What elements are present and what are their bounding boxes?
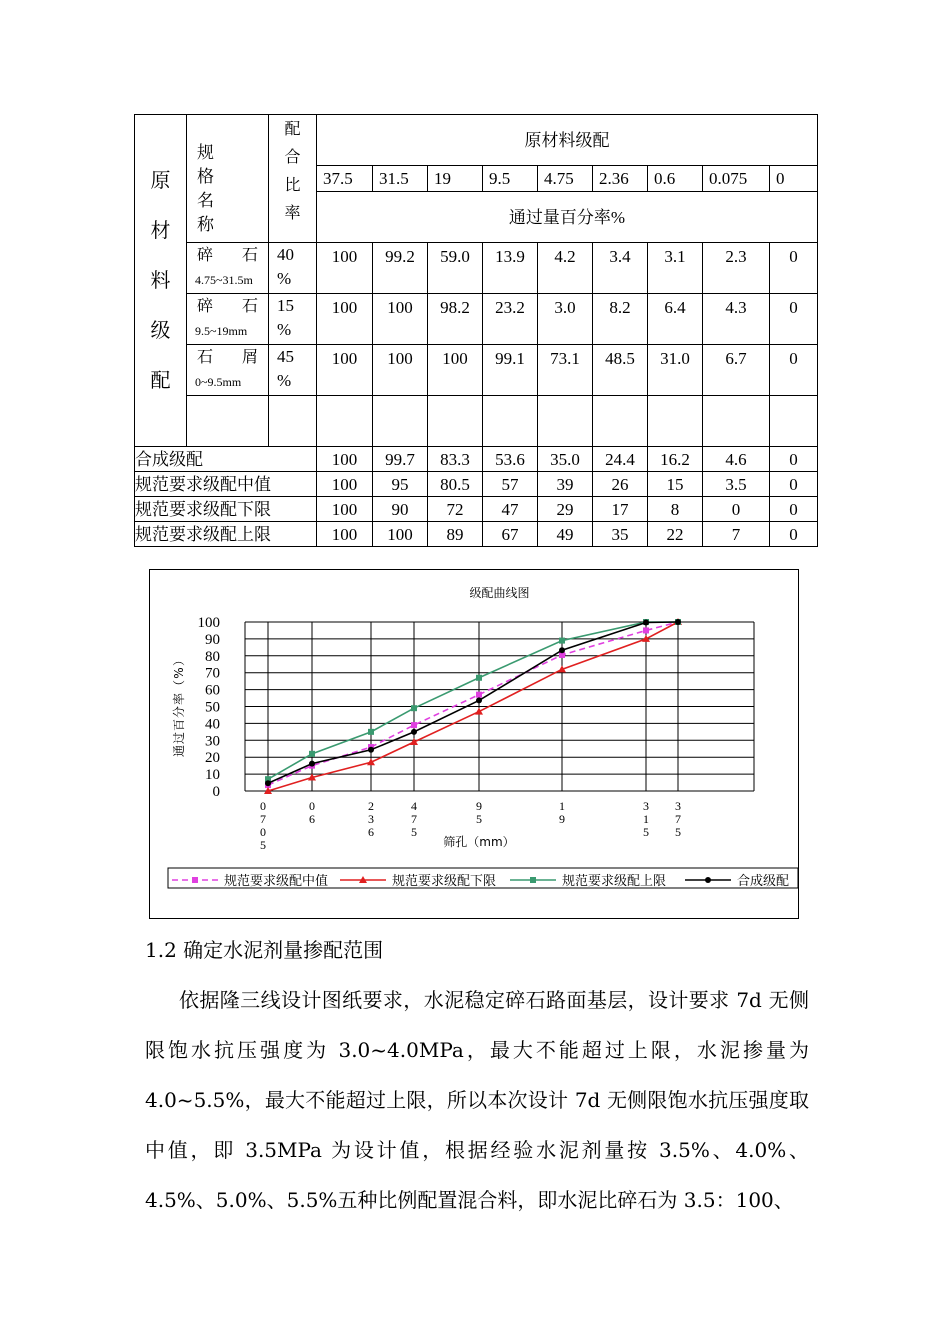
table-cell: 3.4 [593,243,648,294]
summary-row [135,522,818,547]
empty-cell [648,396,703,447]
material-name-a: 石 [197,349,214,366]
table-cell: 99.1 [483,345,538,396]
table-title: 原材料级配 [317,115,818,166]
table-cell: 7 [703,522,770,547]
body-paragraph: 依据隆三线设计图纸要求，水泥稳定碎石路面基层，设计要求 7d 无侧限饱水抗压强度为 3.0~4.0MPa，最大不能超过上限，水泥掺量为 4.0~5.5%，最大不能超过上限，所以本次设计 7d 无侧限饱水抗压强度取中值，即 3.5MPa 为设计值，根据经验水泥剂量按 3.5%、4.0%、4.5%、5.0%、5.5%五种比例配置混合料，即水泥比碎石为 3.5：100、 [145,988,809,1212]
y-tick-label: 30 [205,733,220,750]
side-label-char: 原 [150,169,171,192]
data-point [476,692,482,698]
table-cell: 100 [373,522,428,547]
y-tick-label: 60 [205,682,220,699]
y-label-char: 百 [172,718,186,732]
ratio-value: 45 [277,347,294,366]
summary-label: 合成级配 [135,447,317,472]
table-cell: 100 [317,294,373,345]
table-cell: 89 [428,522,483,547]
x-tick-label: 5 [643,825,649,839]
data-point [309,751,315,757]
spec-header-char: 称 [197,215,214,234]
table-cell: 100 [317,522,373,547]
x-tick-label: 5 [476,812,482,826]
pass-header: 通过量百分率% [317,192,818,243]
table-cell: 100 [317,472,373,497]
table-cell: 0 [770,294,818,345]
x-tick-label: 3 [368,812,374,826]
table-cell: 48.5 [593,345,648,396]
sieve-size: 37.5 [317,166,373,192]
data-point [675,619,681,625]
y-label-char: ） [172,653,186,667]
table-cell: 80.5 [428,472,483,497]
x-tick-label: 5 [260,838,266,852]
summary-label: 规范要求级配中值 [135,472,317,497]
x-tick-label: 1 [643,812,649,826]
material-name [187,345,269,396]
table-cell: 35 [593,522,648,547]
chart-title: 级配曲线图 [469,586,530,600]
table-cell: 100 [428,345,483,396]
table-cell: 95 [373,472,428,497]
table-cell: 99.2 [373,243,428,294]
spec-header-char: 规 [197,143,214,162]
empty-cell [770,396,818,447]
x-tick-label: 3 [675,799,681,813]
ratio-header-char: 配 [284,121,301,138]
summary-label: 规范要求级配下限 [135,497,317,522]
material-size: 4.75~31.5m [195,273,253,287]
table-cell: 90 [373,497,428,522]
table-cell: 100 [317,243,373,294]
data-point [643,620,649,626]
empty-cell [538,396,593,447]
spec-header [187,115,269,243]
table-cell: 4.2 [538,243,593,294]
data-point [476,675,482,681]
table-cell: 35.0 [538,447,593,472]
table-cell: 0 [770,447,818,472]
gradation-chart [150,570,798,918]
material-size: 9.5~19mm [195,324,248,338]
table-cell: 23.2 [483,294,538,345]
table-cell: 4.6 [703,447,770,472]
x-tick-label: 2 [368,799,374,813]
x-axis-label: 筛孔（mm） [443,835,515,849]
table-cell: 99.7 [373,447,428,472]
table-cell: 31.0 [648,345,703,396]
empty-cell [373,396,428,447]
gradation-table [134,114,818,547]
summary-label: 规范要求级配上限 [135,522,317,547]
data-point [559,638,565,644]
table-cell: 67 [483,522,538,547]
data-point [192,877,198,883]
table-cell: 6.4 [648,294,703,345]
data-point [705,877,711,883]
data-point [368,747,374,753]
series-line [268,622,678,779]
table-row [135,243,818,294]
table-cell: 0 [770,345,818,396]
material-name-b: 屑 [241,349,258,366]
table-cell: 100 [373,294,428,345]
data-point [368,729,374,735]
material-name-b: 石 [241,298,258,315]
x-tick-label: 1 [559,799,565,813]
table-cell: 26 [593,472,648,497]
summary-row [135,447,818,472]
ratio-header [269,115,317,243]
y-label-char: （ [172,679,186,693]
table-cell: 59.0 [428,243,483,294]
x-tick-label: 6 [309,812,315,826]
empty-cell [187,396,269,447]
y-tick-label: 10 [205,767,220,784]
legend-label: 规范要求级配中值 [224,874,329,889]
table-cell: 39 [538,472,593,497]
table-cell: 6.7 [703,345,770,396]
table-cell: 73.1 [538,345,593,396]
table-cell: 83.3 [428,447,483,472]
data-point [530,877,536,883]
data-point [475,708,483,715]
sieve-size: 31.5 [373,166,428,192]
material-ratio [269,345,317,396]
material-name [187,243,269,294]
ratio-header-char: 比 [284,177,301,194]
y-label-char: 分 [172,705,186,719]
table-cell: 13.9 [483,243,538,294]
ratio-header-char: 合 [284,149,301,166]
empty-cell [317,396,373,447]
table-cell: 8 [648,497,703,522]
table-cell: 16.2 [648,447,703,472]
summary-row [135,497,818,522]
table-cell: 100 [373,345,428,396]
x-tick-label: 0 [260,799,266,813]
table-cell: 0 [770,472,818,497]
side-label-char: 材 [150,219,171,242]
empty-cell [483,396,538,447]
material-name [187,294,269,345]
x-tick-label: 6 [368,825,374,839]
table-cell: 49 [538,522,593,547]
table-row-empty [135,396,818,447]
table-cell: 3.0 [538,294,593,345]
empty-cell [703,396,770,447]
x-tick-label: 3 [643,799,649,813]
table-cell: 57 [483,472,538,497]
data-point [643,627,649,633]
table-cell: 100 [317,345,373,396]
x-tick-label: 5 [675,825,681,839]
material-size: 0~9.5mm [195,375,242,389]
table-cell: 72 [428,497,483,522]
sieve-size: 9.5 [483,166,538,192]
series-line [268,622,678,783]
side-label-char: 料 [150,269,171,292]
material-name-a: 碎 [197,298,214,315]
chart-frame [149,569,799,919]
legend-label: 规范要求级配下限 [392,874,497,889]
material-ratio [269,294,317,345]
data-point [411,729,417,735]
table-cell: 17 [593,497,648,522]
data-point [411,705,417,711]
data-point [411,722,417,728]
material-name-a: 碎 [197,247,214,264]
section-title: 1.2 确定水泥剂量掺配范围 [145,938,384,962]
ratio-unit: % [277,320,292,339]
y-label-char: 率 [172,692,186,706]
table-row [135,345,818,396]
table-cell: 4.3 [703,294,770,345]
empty-cell [428,396,483,447]
y-tick-label: 90 [205,631,220,648]
sieve-size: 19 [428,166,483,192]
side-label-char: 级 [150,319,171,342]
table-cell: 0 [770,522,818,547]
side-label-char: 配 [150,369,171,392]
table-cell: 24.4 [593,447,648,472]
table-cell: 0 [703,497,770,522]
y-tick-label: 80 [205,648,220,665]
x-tick-label: 5 [411,825,417,839]
spec-header-char: 名 [197,191,214,210]
x-tick-label: 9 [476,799,482,813]
y-tick-label: 70 [205,665,220,682]
table-cell: 2.3 [703,243,770,294]
x-tick-label: 9 [559,812,565,826]
y-label-char: 通 [172,744,186,758]
x-tick-label: 0 [260,825,266,839]
sieve-size: 0.075 [703,166,770,192]
table-cell: 15 [648,472,703,497]
y-tick-label: 20 [205,750,220,767]
ratio-header-char: 率 [284,205,301,222]
legend-label: 规范要求级配上限 [562,874,667,889]
empty-cell [593,396,648,447]
spec-header-char: 格 [197,167,214,186]
data-point [309,761,315,767]
table-cell: 100 [317,447,373,472]
y-tick-label: 40 [205,716,220,733]
table-cell: 98.2 [428,294,483,345]
y-label-char: % [172,667,186,679]
material-ratio [269,243,317,294]
x-tick-label: 7 [260,812,266,826]
table-cell: 100 [317,497,373,522]
table-cell: 8.2 [593,294,648,345]
y-tick-label: 50 [205,699,220,716]
side-label [135,115,187,447]
table-cell: 22 [648,522,703,547]
table-row [135,294,818,345]
x-tick-label: 7 [675,812,681,826]
data-point [265,780,271,786]
sieve-size: 4.75 [538,166,593,192]
y-tick-label: 0 [212,784,220,800]
table-cell: 3.5 [703,472,770,497]
sieve-size: 2.36 [593,166,648,192]
ratio-value: 40 [277,245,294,264]
x-tick-label: 0 [309,799,315,813]
ratio-unit: % [277,269,292,288]
legend-label: 合成级配 [737,874,790,889]
ratio-unit: % [277,371,292,390]
ratio-value: 15 [277,296,294,315]
x-tick-label: 4 [411,799,417,813]
table-cell: 3.1 [648,243,703,294]
table-cell: 29 [538,497,593,522]
sieve-size: 0.6 [648,166,703,192]
table-cell: 53.6 [483,447,538,472]
summary-row [135,472,818,497]
empty-cell [269,396,317,447]
sieve-size: 0 [770,166,818,192]
y-tick-label: 100 [197,615,220,631]
x-tick-label: 7 [411,812,417,826]
table-cell: 0 [770,243,818,294]
y-label-char: 过 [172,731,186,745]
data-point [559,647,565,653]
material-name-b: 石 [241,247,258,264]
table-cell: 47 [483,497,538,522]
data-point [476,697,482,703]
table-cell: 0 [770,497,818,522]
